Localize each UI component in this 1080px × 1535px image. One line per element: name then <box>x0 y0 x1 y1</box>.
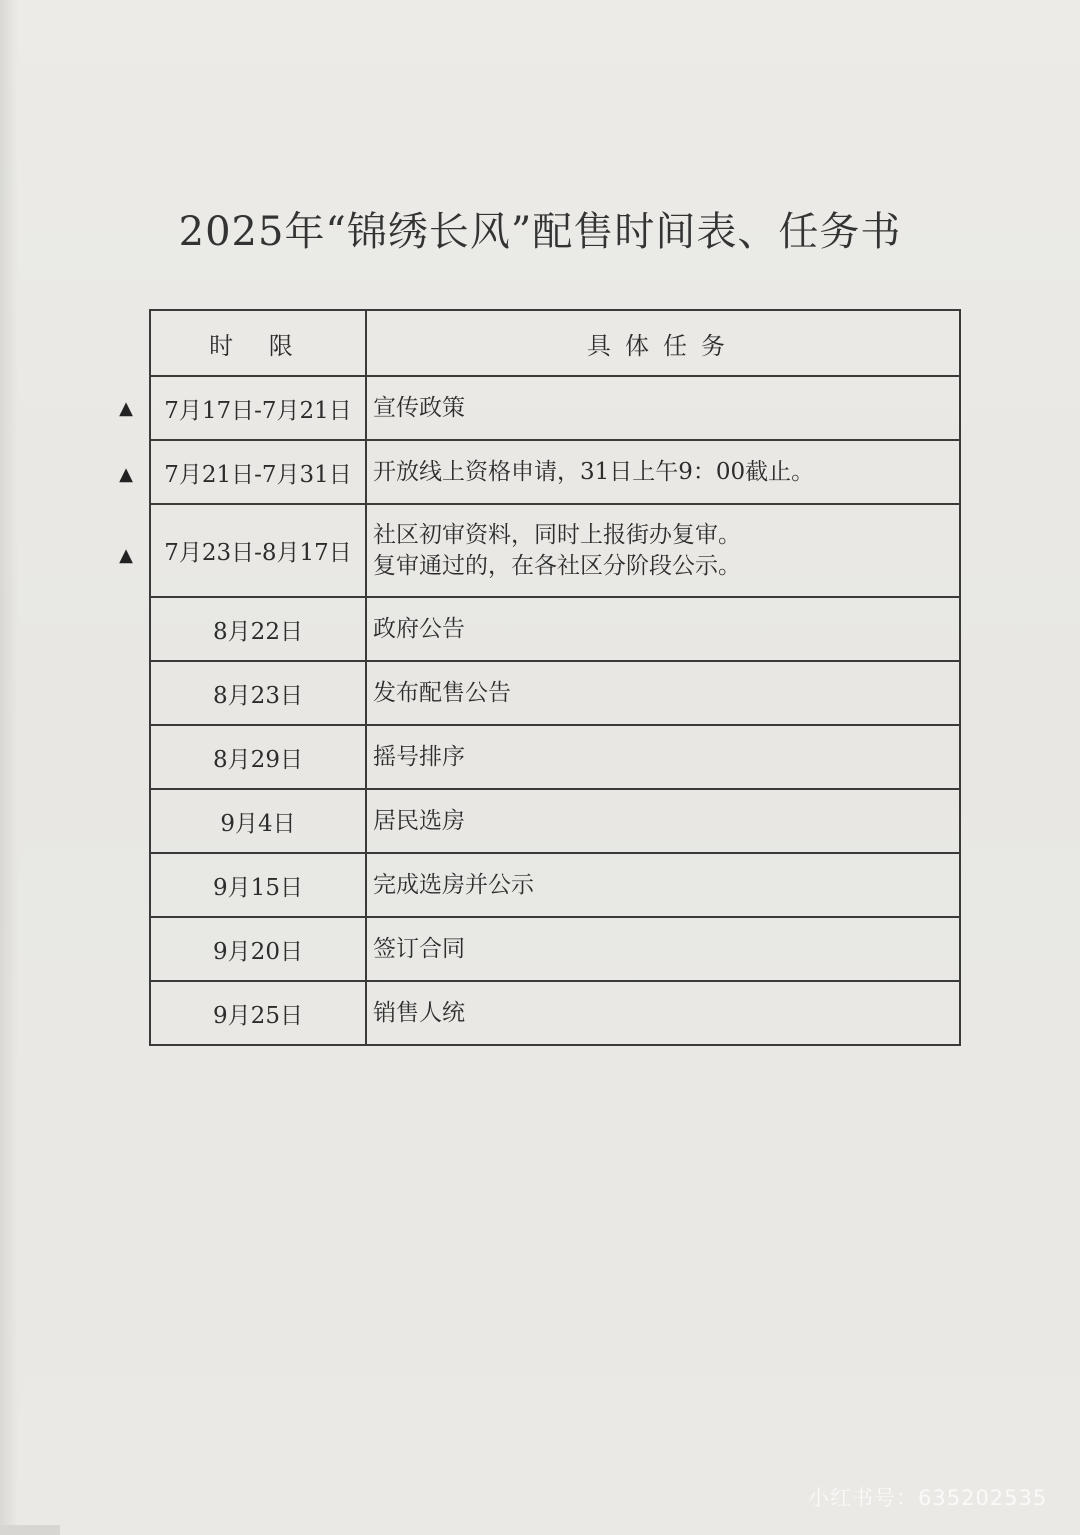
row-task-line: 复审通过的，在各社区分阶段公示。 <box>373 552 741 579</box>
table-row <box>150 917 960 981</box>
triangle-marker-icon: ▲ <box>119 545 133 566</box>
table-header-row <box>150 310 960 376</box>
row-date: 8月29日 <box>150 725 366 789</box>
row-task: 开放线上资格申请，31日上午9：00截止。 <box>366 440 960 504</box>
row-task: 居民选房 <box>366 789 960 853</box>
row-date: 7月17日-7月21日 <box>150 376 366 440</box>
table-row <box>150 661 960 725</box>
row-task: 摇号排序 <box>366 725 960 789</box>
row-task: 签订合同 <box>366 917 960 981</box>
header-time-limit: 时 限 <box>150 310 366 376</box>
row-date: 7月21日-7月31日 <box>150 440 366 504</box>
xiaohongshu-watermark: 小红书号：635202535 <box>808 1486 1048 1510</box>
row-task: 宣传政策 <box>366 376 960 440</box>
row-task-line: 社区初审资料，同时上报街办复审。 <box>373 521 741 548</box>
table-row <box>150 597 960 661</box>
row-date: 8月23日 <box>150 661 366 725</box>
row-date: 8月22日 <box>150 597 366 661</box>
table-row <box>150 376 960 440</box>
row-task <box>366 504 960 597</box>
row-date: 9月25日 <box>150 981 366 1045</box>
row-date: 7月23日-8月17日 <box>150 504 366 597</box>
row-task: 完成选房并公示 <box>366 853 960 917</box>
header-task: 具体任务 <box>366 310 960 376</box>
row-date: 9月20日 <box>150 917 366 981</box>
table-row <box>150 853 960 917</box>
table-row <box>150 789 960 853</box>
table-row <box>150 504 960 597</box>
document-title: 2025年“锦绣长风”配售时间表、任务书 <box>178 209 902 255</box>
table-row <box>150 981 960 1045</box>
triangle-marker-icon: ▲ <box>119 464 133 485</box>
row-date: 9月15日 <box>150 853 366 917</box>
row-task: 政府公告 <box>366 597 960 661</box>
schedule-table <box>149 309 961 1046</box>
row-task: 销售人统 <box>366 981 960 1045</box>
row-date: 9月4日 <box>150 789 366 853</box>
table-row <box>150 725 960 789</box>
row-task: 发布配售公告 <box>366 661 960 725</box>
triangle-marker-icon: ▲ <box>119 398 133 419</box>
page-corner <box>0 1525 60 1535</box>
table-row <box>150 440 960 504</box>
